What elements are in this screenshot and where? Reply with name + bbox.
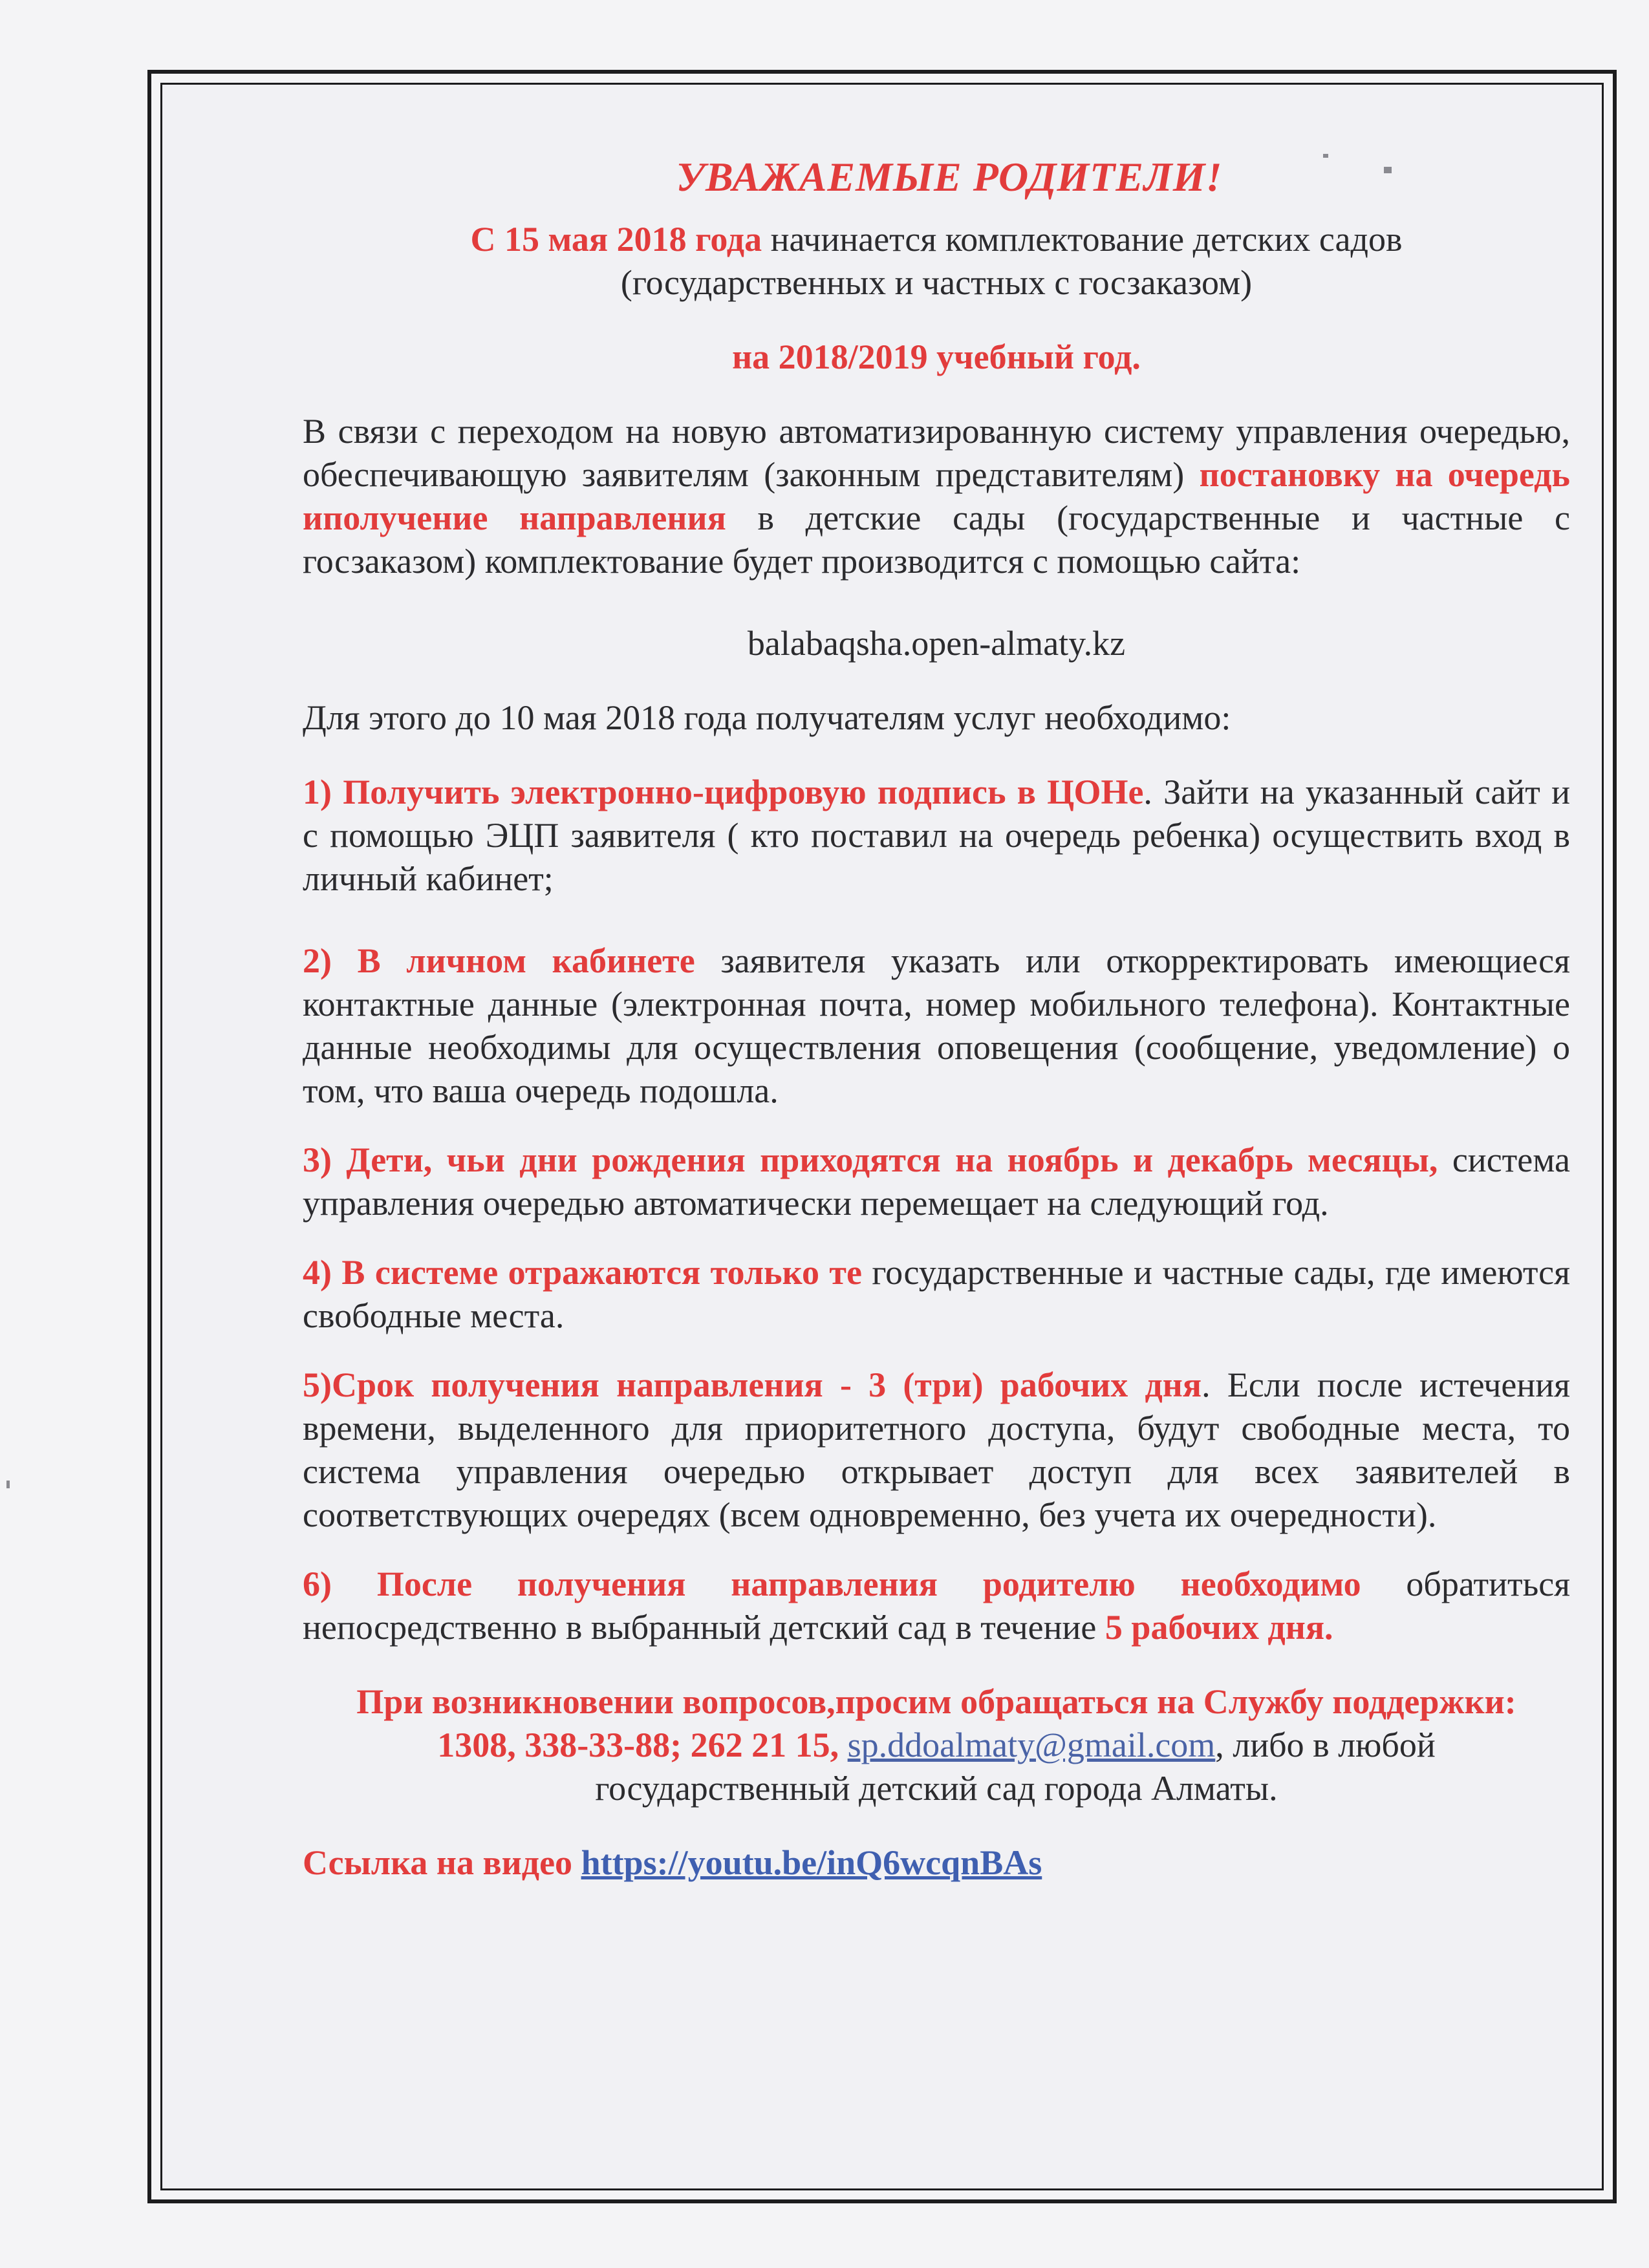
item-5 (303, 1364, 1570, 1537)
item-2-highlight: 2) В личном кабинете (303, 941, 695, 980)
item-6-highlight: 6) После получения направления родителю необходимо (303, 1565, 1361, 1603)
intro-text-1: начинается комплектование детских садов (762, 220, 1403, 259)
school-year: на 2018/2019 учебный год. (732, 337, 1141, 376)
item-6-text: обратиться непосредственно в выбранный детский сад в течение (303, 1565, 1570, 1647)
paragraph-intro-text-b: в детские сады (государственные и частные с госзаказом) комплектование будет производится с помощью сайта: (303, 498, 1570, 581)
support-block (303, 1680, 1570, 1810)
intro-date: С 15 мая 2018 года (470, 220, 762, 259)
lead-line: Для этого до 10 мая 2018 года получателям услуг необходимо: (303, 698, 1231, 737)
page-title: УВАЖАЕМЫЕ РОДИТЕЛИ! (676, 154, 1223, 200)
item-3-text: система управления очередью автоматически перемещает на следующий год. (303, 1140, 1571, 1223)
item-4 (303, 1251, 1570, 1338)
video-link[interactable]: https://youtu.be/inQ6wcqnBAs (581, 1843, 1042, 1882)
item-3 (303, 1139, 1570, 1225)
site-address: balabaqsha.open-almaty.kz (747, 624, 1126, 663)
item-4-highlight: 4) В системе отражаются только те (303, 1253, 862, 1292)
item-3-highlight: 3) Дети, чьи дни рождения приходятся на ноябрь и декабрь месяцы, (303, 1140, 1438, 1179)
support-email-link[interactable]: sp.ddoalmaty@gmail.com (847, 1726, 1216, 1764)
item-5-highlight: 5)Срок получения направления - 3 (три) рабочих дня (303, 1365, 1202, 1404)
support-phones: 1308, 338-33-88; 262 21 15, (437, 1726, 848, 1764)
item-1 (303, 771, 1570, 901)
item-1-highlight: 1) Получить электронно-цифровую подпись в ЦОНе (303, 773, 1144, 811)
scan-speck (6, 1481, 10, 1488)
item-6 (303, 1563, 1570, 1649)
item-1-text: . Зайти на указанный сайт и с помощью ЭЦП заявителя ( кто поставил на очередь ребенка) осуществить вход в личный кабинет; (303, 773, 1570, 898)
support-heading: При возникновении вопросов,просим обращаться на Службу поддержки: (356, 1682, 1516, 1721)
video-line (303, 1841, 1570, 1885)
item-4-text: государственные и частные сады, где имеются свободные места. (303, 1253, 1570, 1335)
paragraph-intro (303, 410, 1570, 583)
item-6-deadline: 5 рабочих дня. (1105, 1608, 1333, 1647)
support-kindergarten-line: государственный детский сад города Алматы. (595, 1769, 1278, 1808)
intro-line-1 (303, 218, 1570, 261)
paragraph-intro-text-a: В связи с переходом на новую автоматизированную систему управления очередью, обеспечивающую заявителям (законным представителям) (303, 412, 1570, 494)
item-2 (303, 939, 1570, 1113)
paragraph-intro-highlight: постановку на очередь иполучение направления (303, 455, 1570, 537)
support-email-suffix: , либо в любой (1215, 1726, 1436, 1764)
intro-line-2: (государственных и частных с госзаказом) (620, 263, 1253, 302)
notice-content (303, 155, 1570, 1885)
item-2-text: заявителя указать или откорректировать имеющиеся контактные данные (электронная почта, номер мобильного телефона). Контактные данные необходимы для осуществления оповещения (сообщение, уведомление) о том, что ваша очередь подошла. (303, 941, 1570, 1110)
support-contacts (303, 1724, 1570, 1767)
item-5-text: . Если после истечения времени, выделенного для приоритетного доступа, будут свободные места, то система управления очередью открывает доступ для всех заявителей в соответствующих очередях (всем одновременно, без учета их очередности). (303, 1365, 1570, 1534)
video-label: Ссылка на видео (303, 1843, 581, 1882)
